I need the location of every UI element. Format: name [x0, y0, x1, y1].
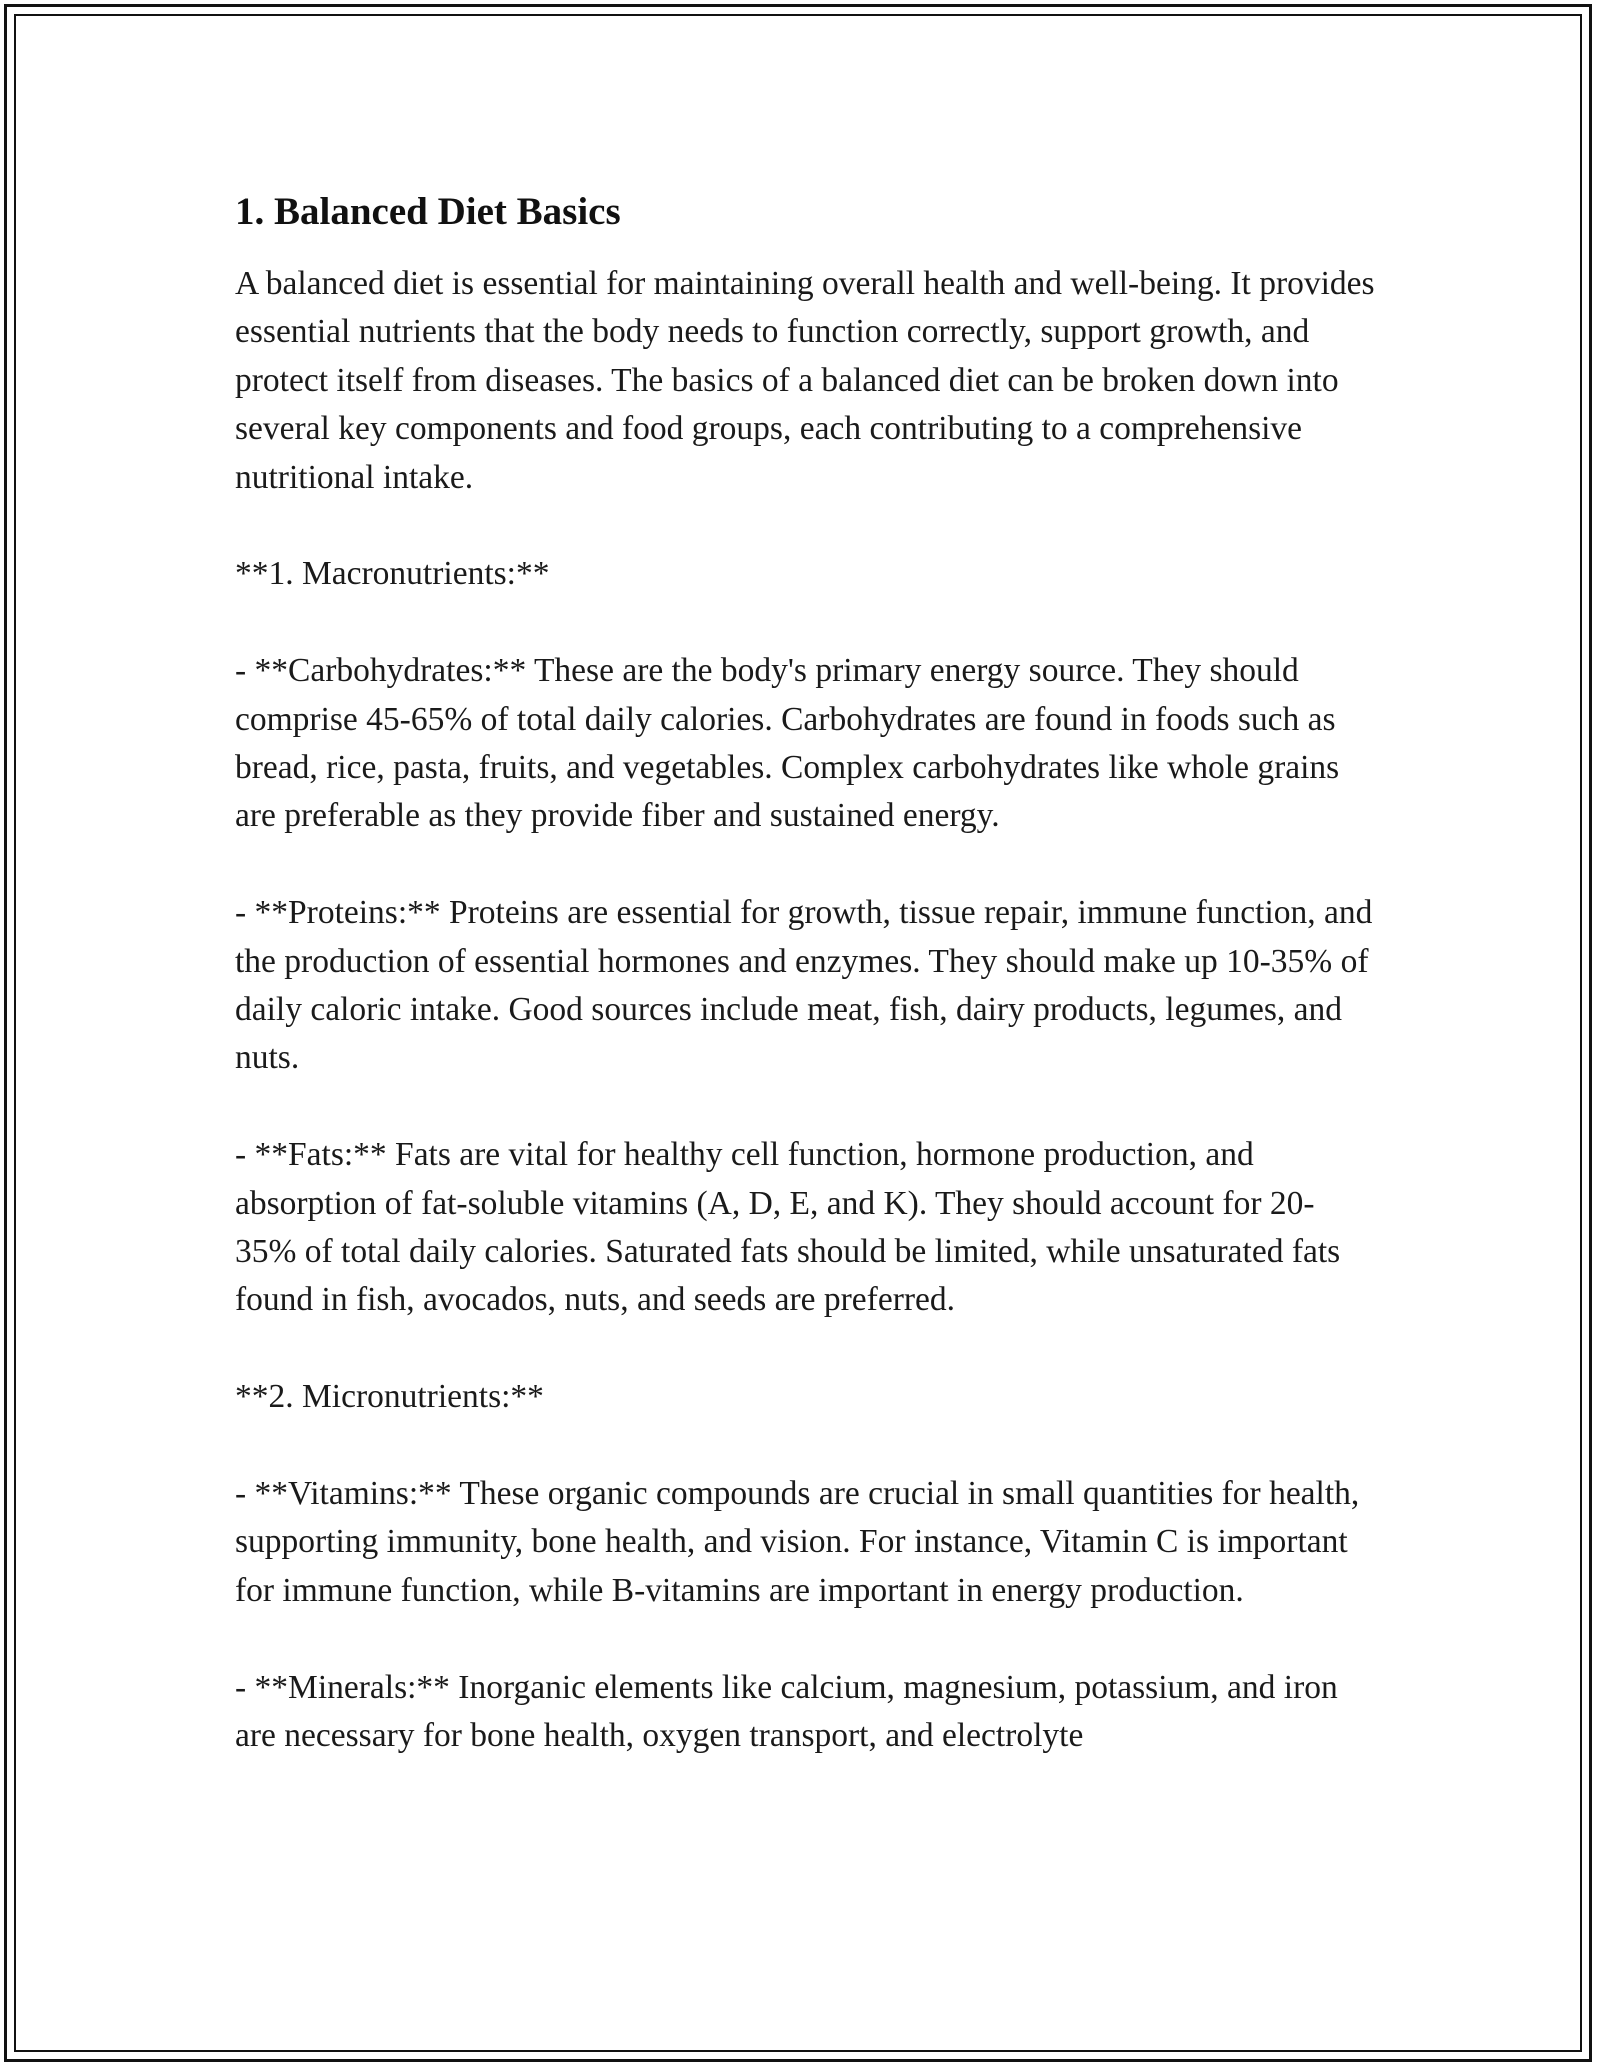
- macronutrients-subheading: **1. Macronutrients:**: [235, 555, 550, 593]
- document-body: [235, 186, 1375, 1760]
- section-heading: 1. Balanced Diet Basics: [235, 190, 621, 233]
- micronutrients-subheading: **2. Micronutrients:**: [235, 1378, 544, 1416]
- fats-paragraph: - **Fats:** Fats are vital for healthy cell function, hormone production, and absorption of fat-soluble vitamins (A, D, E, and K). They should account for 20-35% of total daily calories. Saturated fats should be limited, while unsaturated fats found in fish, avocados, nuts, and seeds are preferred.: [235, 1136, 1341, 1319]
- vitamins-paragraph: - **Vitamins:** These organic compounds are crucial in small quantities for health, supporting immunity, bone health, and vision. For instance, Vitamin C is important for immune function, while B-vitamins are important in energy production.: [235, 1475, 1360, 1609]
- intro-paragraph: A balanced diet is essential for maintaining overall health and well-being. It provides essential nutrients that the body needs to function correctly, support growth, and protect itself from diseases. The basics of a balanced diet can be broken down into several key components and food groups, each contributing to a comprehensive nutritional intake.: [235, 265, 1375, 496]
- carbohydrates-paragraph: - **Carbohydrates:** These are the body's primary energy source. They should comprise 45-65% of total daily calories. Carbohydrates are found in foods such as bread, rice, pasta, fruits, and vegetables. Complex carbohydrates like whole grains are preferable as they provide fiber and sustained energy.: [235, 652, 1340, 835]
- minerals-paragraph: - **Minerals:** Inorganic elements like calcium, magnesium, potassium, and iron are necessary for bone health, oxygen transport, and electrolyte: [235, 1668, 1338, 1755]
- proteins-paragraph: - **Proteins:** Proteins are essential for growth, tissue repair, immune function, and the production of essential hormones and enzymes. They should make up 10-35% of daily caloric intake. Good sources include meat, fish, dairy products, legumes, and nuts.: [235, 894, 1373, 1077]
